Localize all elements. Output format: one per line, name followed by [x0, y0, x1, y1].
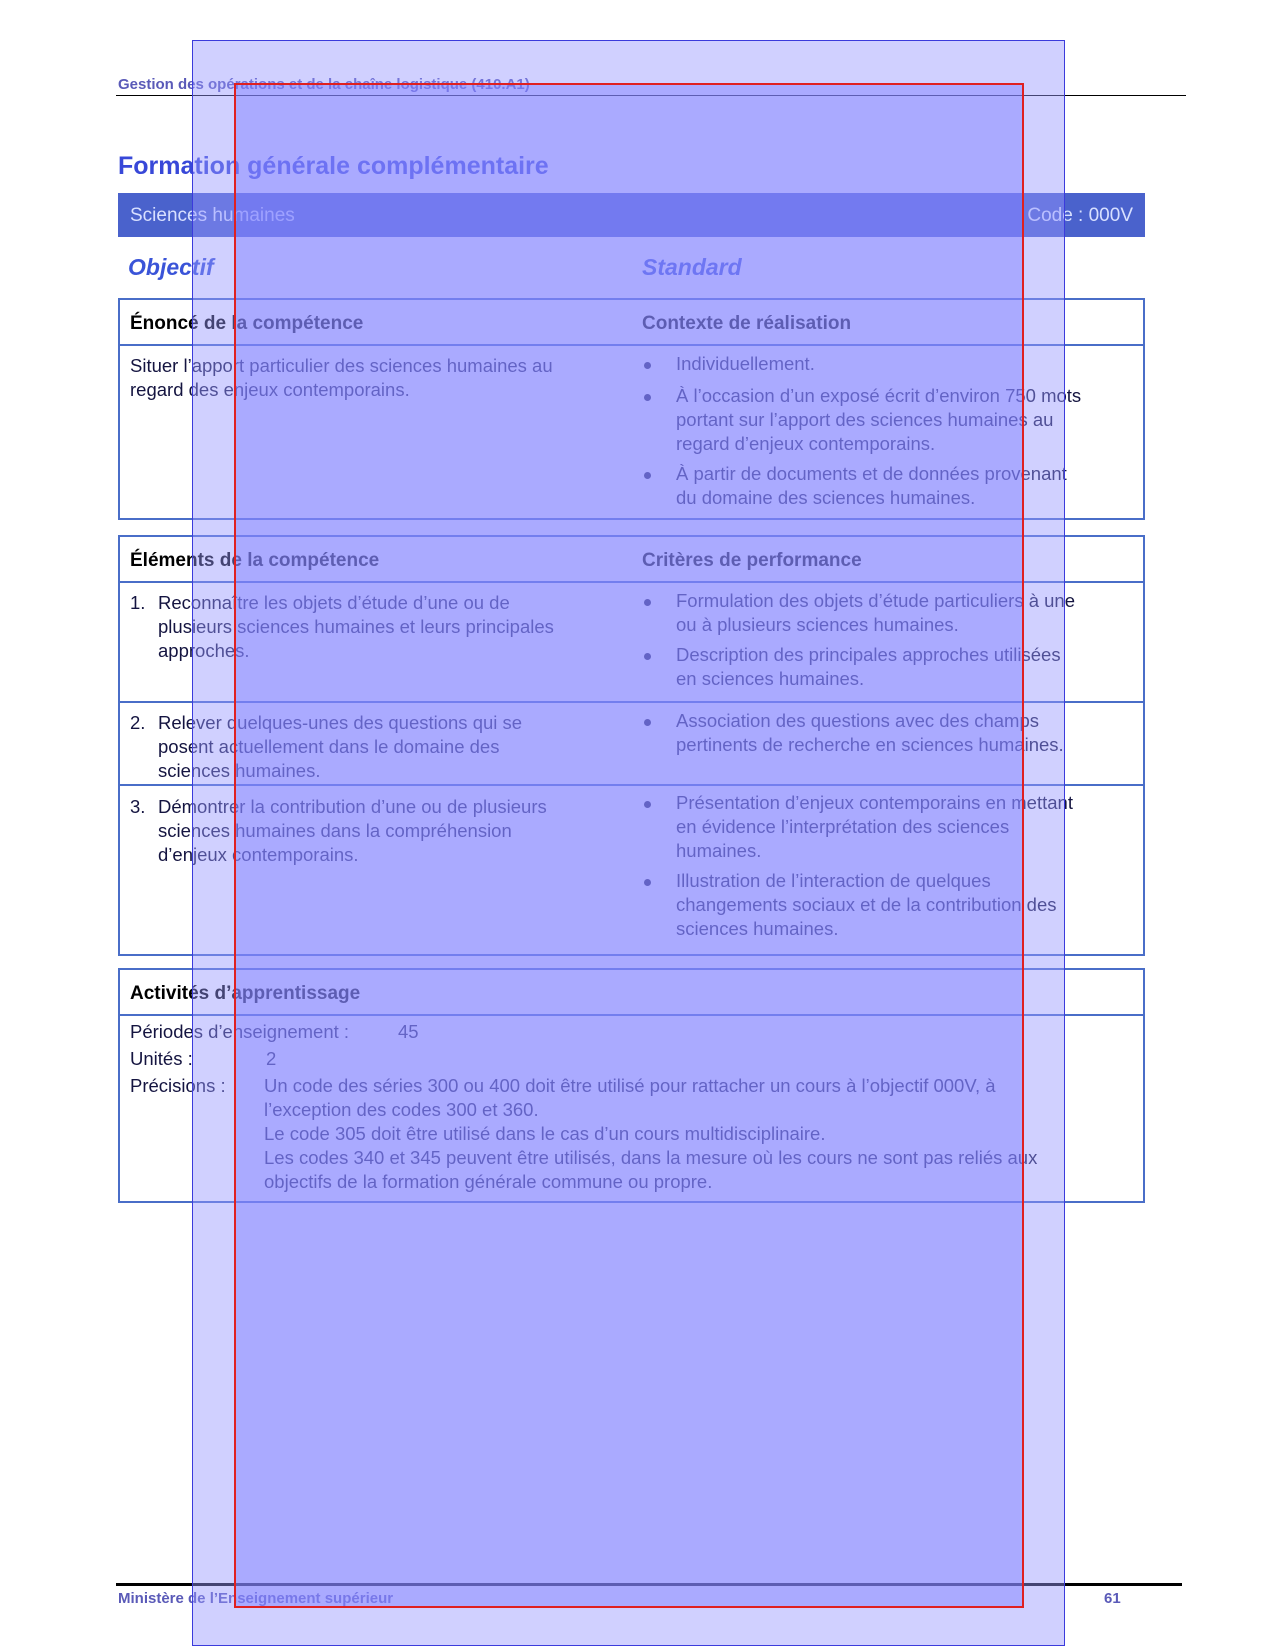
- criteria-heading: Critères de performance: [642, 550, 862, 571]
- text-line: pertinents de recherche en sciences humaines.: [676, 734, 1064, 755]
- standard-heading: Standard: [642, 254, 742, 280]
- text-line: Un code des séries 300 ou 400 doit être utilisé pour rattacher un cours à l’objectif 000V, à: [264, 1075, 996, 1096]
- discipline-name: Sciences humaines: [130, 205, 295, 226]
- text-line: Reconnaître les objets d’étude d’une ou de: [158, 592, 510, 613]
- text-line: Association des questions avec des champs: [676, 710, 1040, 731]
- text-line: du domaine des sciences humaines.: [676, 487, 976, 508]
- text-line: sciences humaines.: [158, 760, 321, 781]
- text-line: objectifs de la formation générale commune ou propre.: [264, 1171, 713, 1192]
- text-line: portant sur l’apport des sciences humaines au: [676, 409, 1054, 430]
- text-line: Les codes 340 et 345 peuvent être utilisés, dans la mesure où les cours ne sont pas reliés aux: [264, 1147, 1038, 1168]
- text-line: Présentation d’enjeux contemporains en mettant: [676, 792, 1073, 813]
- text-line: regard des enjeux contemporains.: [130, 379, 410, 400]
- element-number: 1.: [130, 592, 146, 613]
- text-line: Description des principales approches utilisées: [676, 644, 1061, 665]
- element-number: 3.: [130, 796, 146, 817]
- text-line: plusieurs sciences humaines et leurs principales: [158, 616, 554, 637]
- text-line: Individuellement.: [676, 353, 815, 374]
- text-line: Relever quelques-unes des questions qui se: [158, 712, 523, 733]
- units-value: 2: [266, 1048, 277, 1069]
- details-label: Précisions :: [130, 1075, 226, 1096]
- page-number: 61: [1104, 1590, 1121, 1607]
- elements-heading: Éléments de la compétence: [130, 550, 380, 571]
- activities-heading: Activités d’apprentissage: [130, 983, 361, 1004]
- text-line: sciences humaines dans la compréhension: [158, 820, 512, 841]
- objective-heading: Objectif: [128, 254, 214, 280]
- statement-heading: Énoncé de la compétence: [130, 313, 364, 334]
- text-line: d’enjeux contemporains.: [158, 844, 359, 865]
- text-line: changements sociaux et de la contribution des: [676, 894, 1057, 915]
- text-line: approches.: [158, 640, 250, 661]
- inner-highlight-region: [234, 83, 1024, 1608]
- text-line: Le code 305 doit être utilisé dans le cas d’un cours multidisciplinaire.: [264, 1123, 826, 1144]
- discipline-code: Code : 000V: [1027, 205, 1133, 226]
- text-line: en sciences humaines.: [676, 668, 865, 689]
- text-line: sciences humaines.: [676, 918, 839, 939]
- text-line: Formulation des objets d’étude particuliers à une: [676, 590, 1076, 611]
- units-label: Unités :: [130, 1048, 193, 1069]
- text-line: Démontrer la contribution d’une ou de plusieurs: [158, 796, 547, 817]
- context-heading: Contexte de réalisation: [642, 313, 852, 334]
- text-line: humaines.: [676, 840, 762, 861]
- running-header: Gestion des opérations et de la chaîne logistique (410.A1): [118, 76, 530, 93]
- text-line: ou à plusieurs sciences humaines.: [676, 614, 959, 635]
- text-line: posent actuellement dans le domaine des: [158, 736, 500, 757]
- footer-ministry: Ministère de l’Enseignement supérieur: [118, 1590, 394, 1607]
- text-line: À partir de documents et de données provenant: [676, 463, 1067, 484]
- text-line: Illustration de l’interaction de quelques: [676, 870, 991, 891]
- text-line: en évidence l’interprétation des sciences: [676, 816, 1010, 837]
- element-number: 2.: [130, 712, 146, 733]
- text-line: l’exception des codes 300 et 360.: [264, 1099, 539, 1120]
- text-line: regard d’enjeux contemporains.: [676, 433, 936, 454]
- section-title: Formation générale complémentaire: [118, 152, 549, 180]
- text-line: Situer l’apport particulier des sciences humaines au: [130, 355, 553, 376]
- text-line: À l’occasion d’un exposé écrit d’environ 750 mots: [676, 385, 1082, 406]
- periods-label: Périodes d’enseignement :: [130, 1021, 350, 1042]
- periods-value: 45: [398, 1021, 419, 1042]
